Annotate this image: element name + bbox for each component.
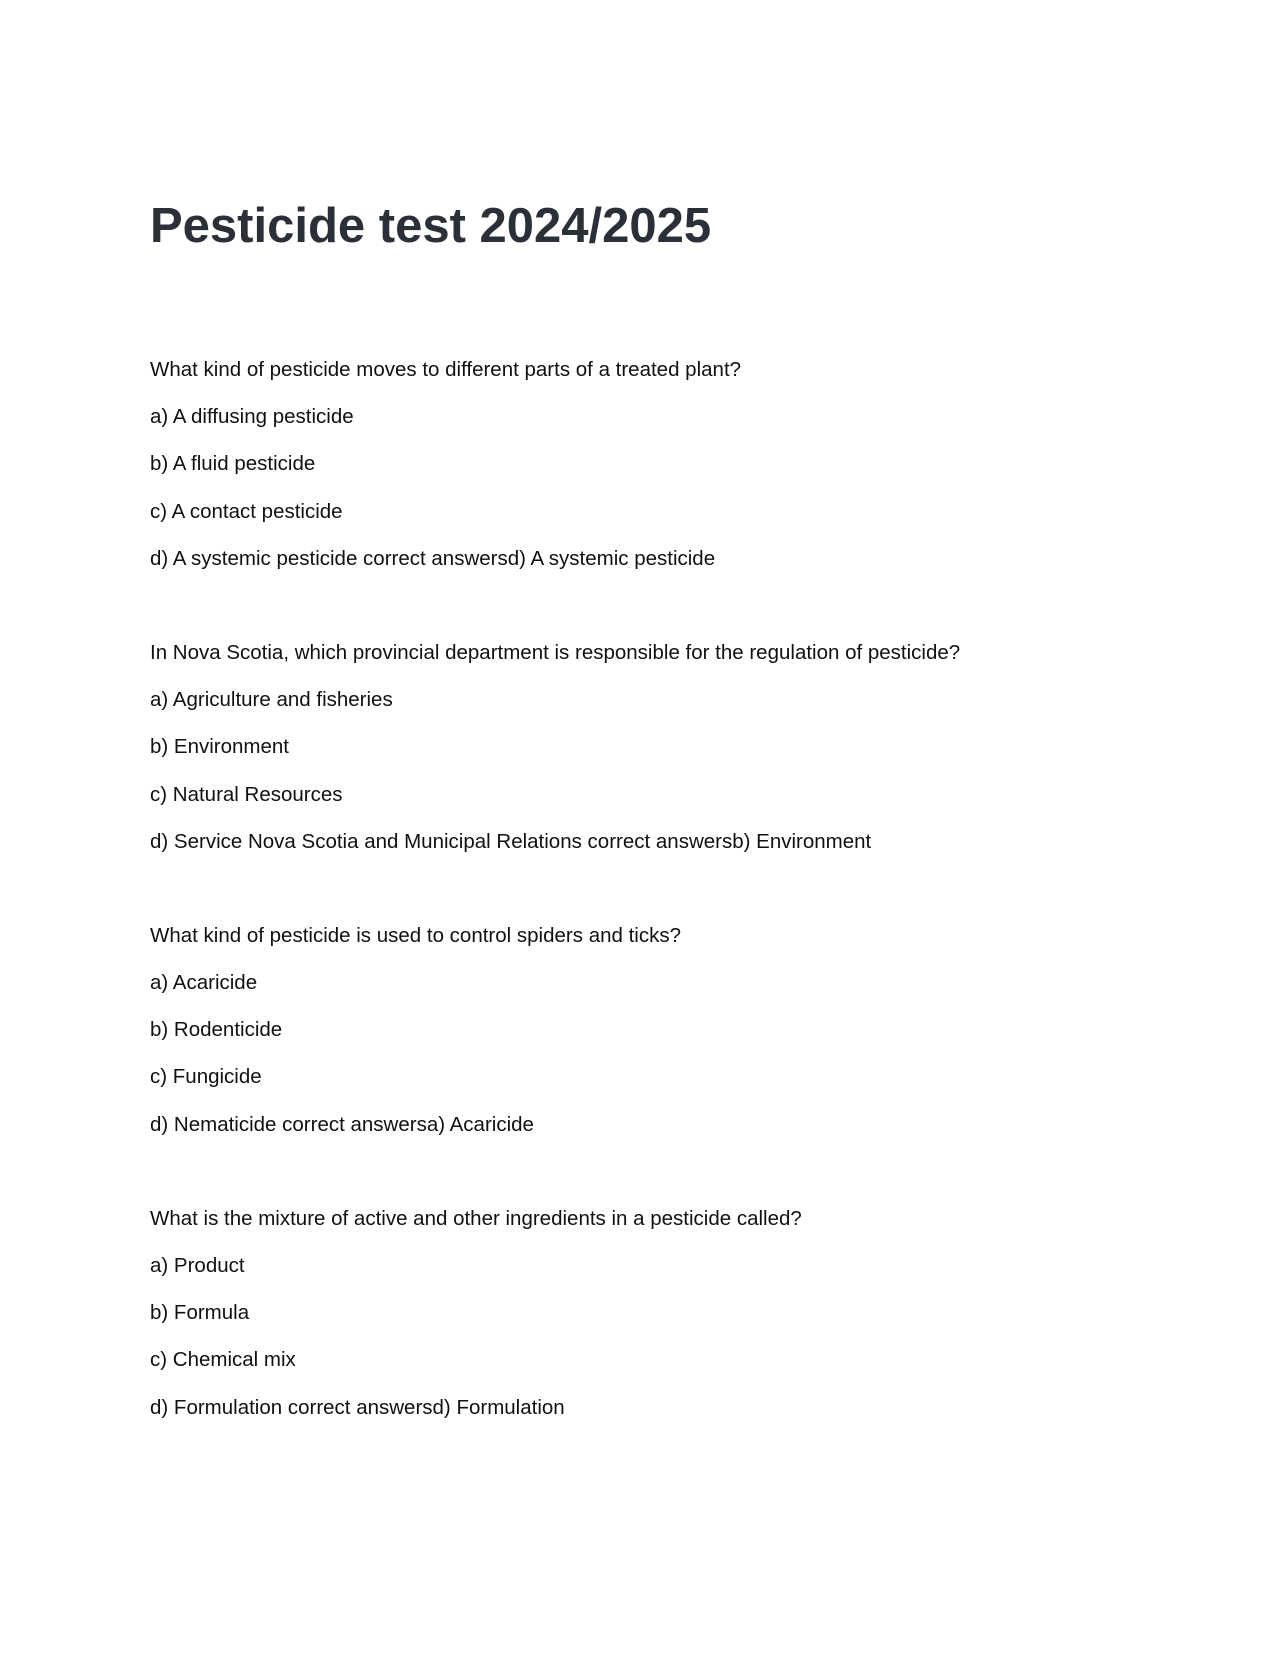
answer-option: d) Service Nova Scotia and Municipal Relations correct answersb) Environment (150, 829, 872, 853)
answer-option: a) A diffusing pesticide (150, 405, 354, 429)
answer-option: a) Agriculture and fisheries (150, 688, 393, 712)
answer-option: a) Product (150, 1254, 245, 1277)
document-title: Pesticide test 2024/2025 (150, 199, 712, 253)
answer-option: c) Fungicide (150, 1065, 262, 1089)
question-block (150, 1195, 1150, 1431)
answer-option: b) A fluid pesticide (150, 452, 316, 476)
answer-option: d) Formulation correct answersd) Formulation (150, 1395, 565, 1419)
question-block (150, 912, 1150, 1148)
question-text: What kind of pesticide moves to different parts of a treated plant? (150, 358, 742, 381)
question-list (150, 346, 1150, 1478)
question-block (150, 346, 1150, 582)
question-block (150, 629, 1150, 865)
answer-option: d) A systemic pesticide correct answersd) A systemic pesticide (150, 546, 716, 570)
answer-option: b) Environment (150, 735, 290, 759)
question-text: What kind of pesticide is used to control spiders and ticks? (150, 923, 681, 947)
answer-option: c) Chemical mix (150, 1348, 296, 1372)
question-text: In Nova Scotia, which provincial department is responsible for the regulation of pesticide? (150, 640, 961, 664)
answer-option: b) Formula (150, 1301, 250, 1325)
answer-option: a) Acaricide (150, 971, 258, 995)
answer-option: d) Nematicide correct answersa) Acaricide (150, 1112, 534, 1136)
answer-option: c) A contact pesticide (150, 499, 343, 523)
answer-option: c) Natural Resources (150, 782, 343, 806)
answer-option: b) Rodenticide (150, 1018, 283, 1042)
question-text: What is the mixture of active and other ingredients in a pesticide called? (150, 1206, 802, 1230)
